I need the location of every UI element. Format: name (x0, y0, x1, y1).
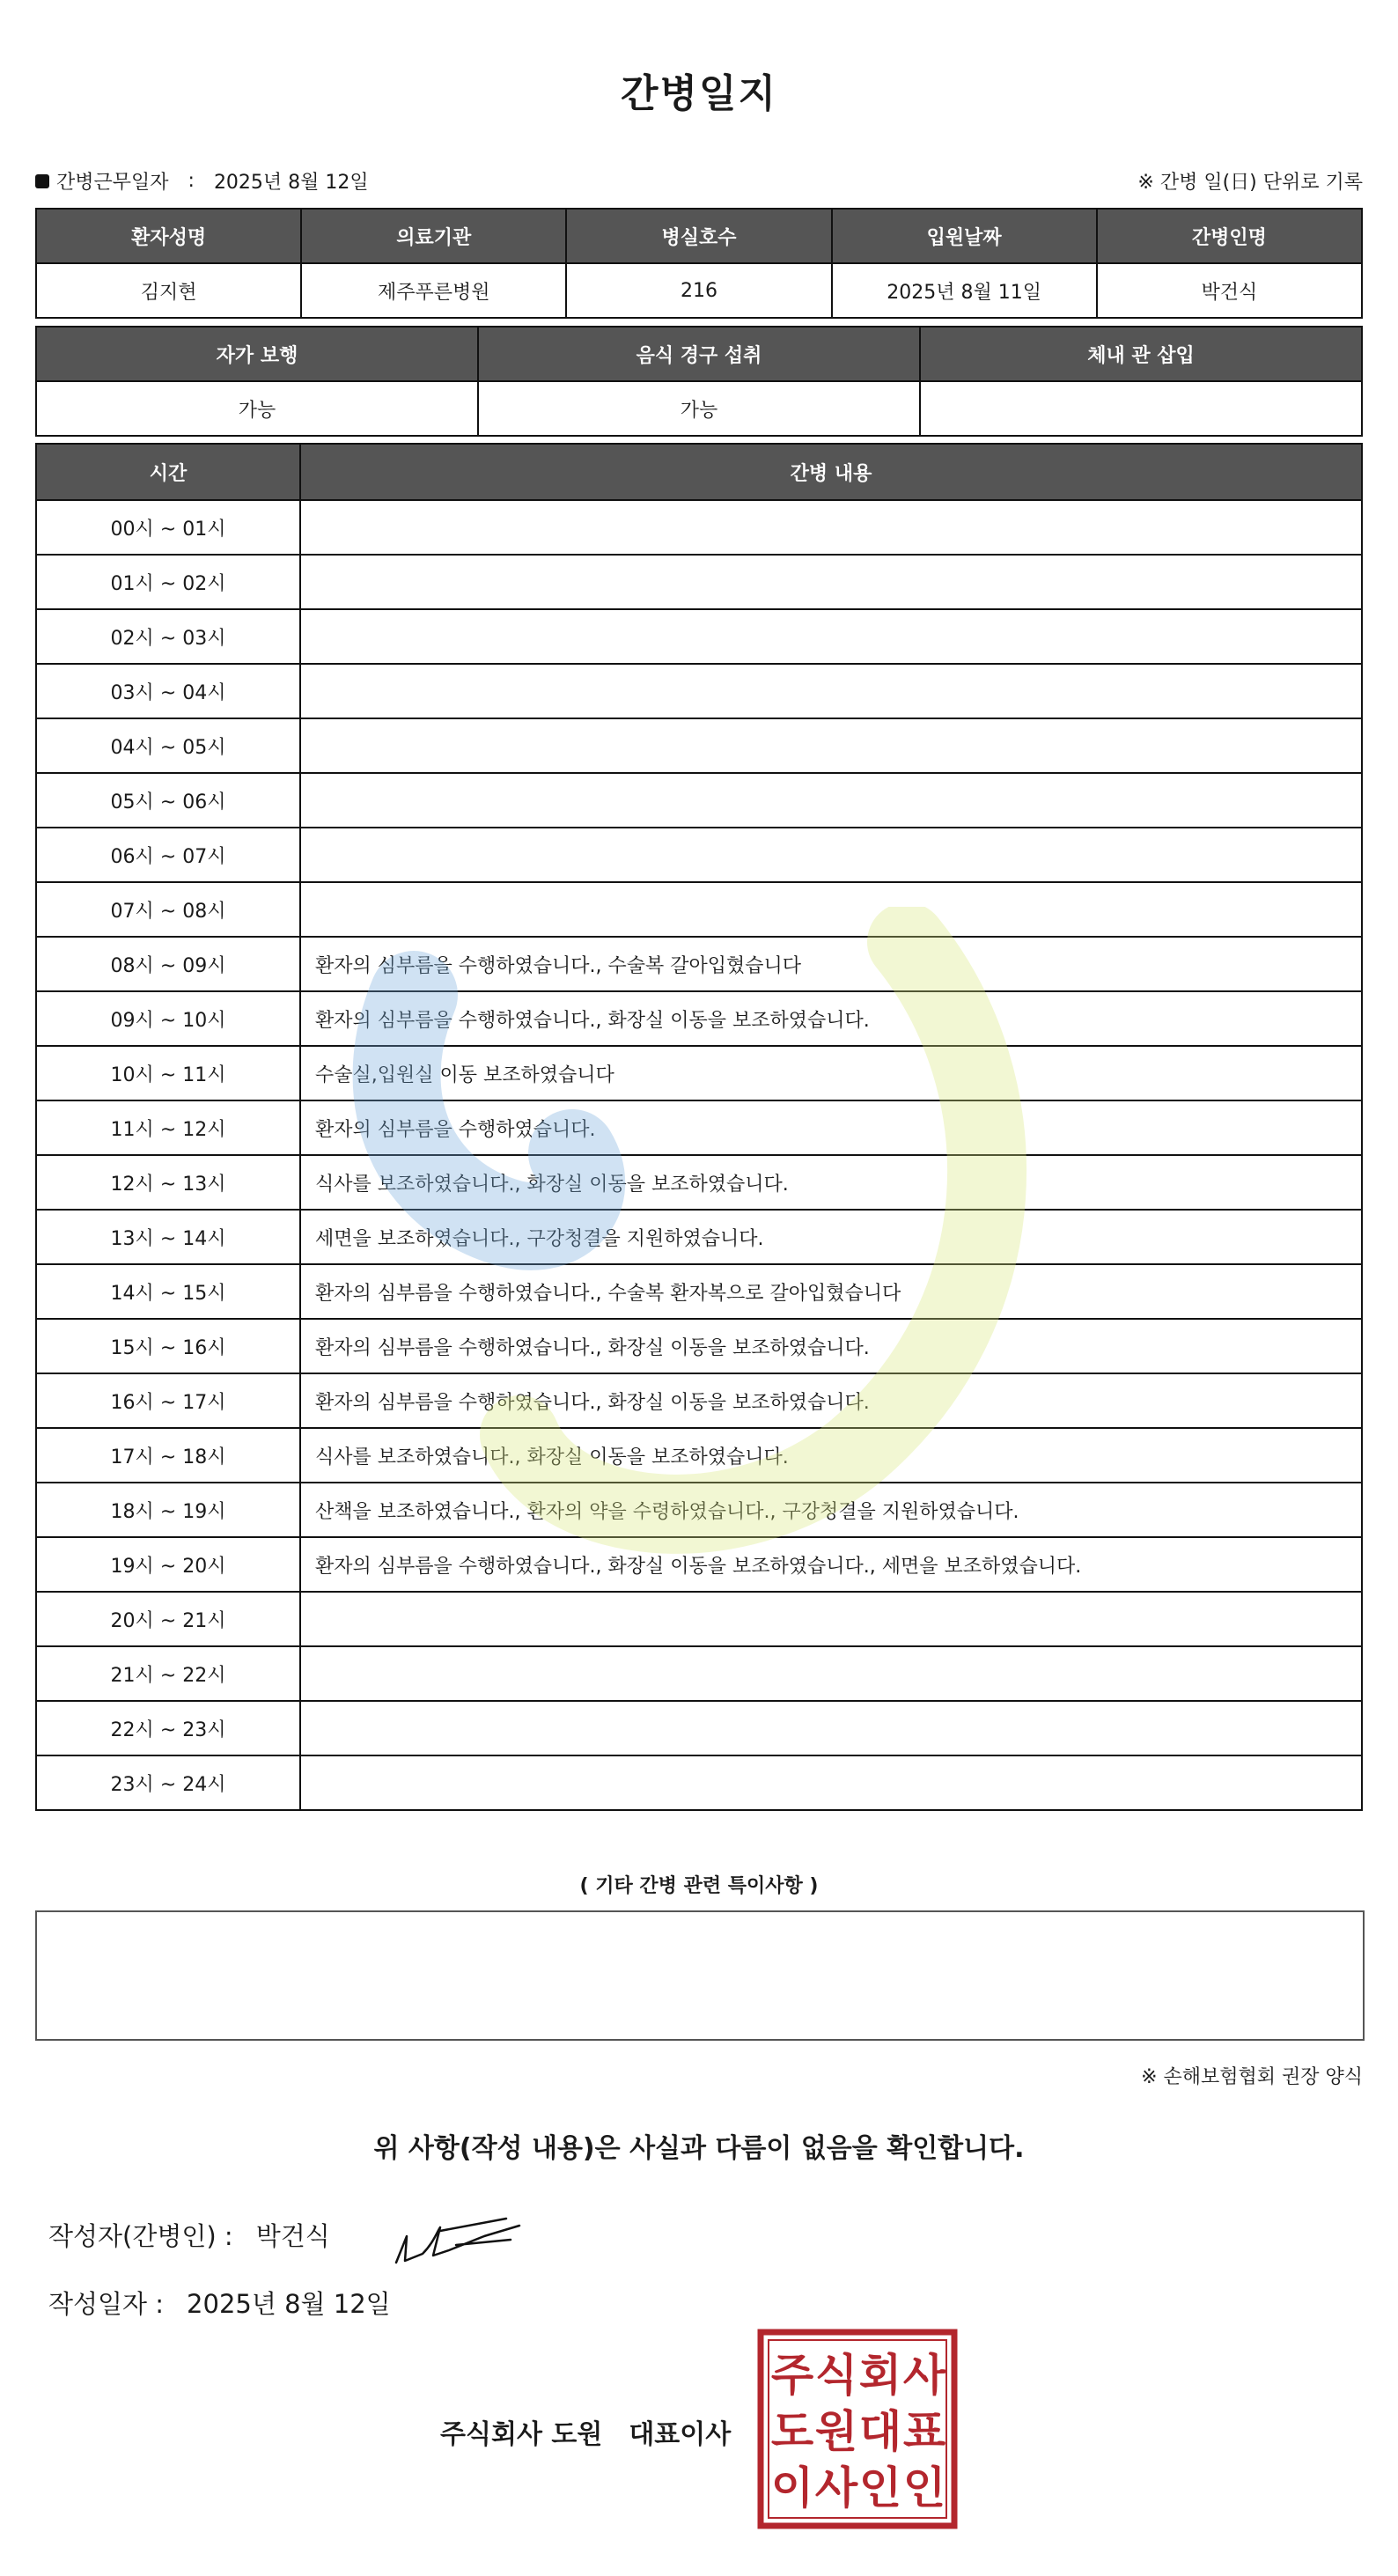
log-time: 18시 ~ 19시 (36, 1483, 300, 1537)
header-tube-insertion: 체내 관 삽입 (920, 327, 1362, 381)
tube-insertion-value (920, 381, 1362, 436)
log-row (36, 1646, 1362, 1701)
log-content: 산책을 보조하였습니다., 환자의 약을 수령하였습니다., 구강청결을 지원하였습니다. (300, 1483, 1362, 1537)
write-date-value: 2025년 8월 12일 (187, 2289, 391, 2319)
care-log-table (35, 443, 1363, 1811)
log-time: 05시 ~ 06시 (36, 773, 300, 828)
log-time: 07시 ~ 08시 (36, 882, 300, 937)
log-content (300, 664, 1362, 718)
log-time: 17시 ~ 18시 (36, 1428, 300, 1483)
signature-icon (379, 2201, 537, 2280)
log-time: 20시 ~ 21시 (36, 1592, 300, 1646)
log-time: 04시 ~ 05시 (36, 718, 300, 773)
log-time: 19시 ~ 20시 (36, 1537, 300, 1592)
log-content (300, 1755, 1362, 1810)
seal-char: 이 (770, 2462, 814, 2513)
log-row (36, 1483, 1362, 1537)
seal-char: 대 (858, 2406, 902, 2457)
page-title: 간병일지 (620, 71, 777, 116)
log-time: 03시 ~ 04시 (36, 664, 300, 718)
log-row (36, 555, 1362, 609)
log-content (300, 882, 1362, 937)
log-content (300, 555, 1362, 609)
log-content: 환자의 심부름을 수행하였습니다., 수술복 환자복으로 갈아입혔습니다 (300, 1264, 1362, 1319)
log-time: 00시 ~ 01시 (36, 500, 300, 555)
log-content (300, 609, 1362, 664)
header-room: 병실호수 (566, 209, 831, 263)
log-row (36, 609, 1362, 664)
log-row (36, 718, 1362, 773)
header-hospital: 의료기관 (301, 209, 566, 263)
log-row (36, 664, 1362, 718)
seal-char: 원 (814, 2406, 858, 2457)
company-role: 대표이사 (629, 2419, 732, 2450)
log-content: 환자의 심부름을 수행하였습니다., 화장실 이동을 보조하였습니다., 세면을 보조하였습니다. (300, 1537, 1362, 1592)
log-content (300, 1592, 1362, 1646)
log-row (36, 828, 1362, 882)
log-row (36, 1210, 1362, 1264)
patient-header-row (36, 209, 1362, 263)
seal-char: 식 (814, 2350, 858, 2401)
seal-char: 인 (902, 2462, 946, 2513)
patient-info-table (35, 208, 1363, 319)
caregiver-name: 박건식 (1097, 263, 1362, 318)
log-row (36, 991, 1362, 1046)
room-number: 216 (566, 263, 831, 318)
log-content: 환자의 심부름을 수행하였습니다., 화장실 이동을 보조하였습니다. (300, 991, 1362, 1046)
header-self-walking: 자가 보행 (36, 327, 478, 381)
seal-char: 도 (770, 2406, 814, 2457)
log-content: 환자의 심부름을 수행하였습니다., 화장실 이동을 보조하였습니다. (300, 1319, 1362, 1373)
admit-date: 2025년 8월 11일 (832, 263, 1097, 318)
ability-header-row (36, 327, 1362, 381)
log-content: 환자의 심부름을 수행하였습니다., 수술복 갈아입혔습니다 (300, 937, 1362, 991)
log-content: 식사를 보조하였습니다., 화장실 이동을 보조하였습니다. (300, 1428, 1362, 1483)
seal-char: 사 (814, 2462, 858, 2513)
log-content: 식사를 보조하였습니다., 화장실 이동을 보조하였습니다. (300, 1155, 1362, 1210)
bullet-square-icon (35, 174, 49, 188)
write-date-line (48, 2285, 391, 2321)
log-row (36, 1373, 1362, 1428)
company-name: 주식회사 도원 (440, 2419, 603, 2450)
header-time: 시간 (36, 444, 300, 500)
work-date-value: 2025년 8월 12일 (213, 172, 369, 194)
log-time: 09시 ~ 10시 (36, 991, 300, 1046)
header-oral-intake: 음식 경구 섭취 (478, 327, 920, 381)
seal-char: 인 (858, 2462, 902, 2513)
header-caregiver: 간병인명 (1097, 209, 1362, 263)
log-time: 21시 ~ 22시 (36, 1646, 300, 1701)
patient-value-row (36, 263, 1362, 318)
log-row (36, 1319, 1362, 1373)
log-time: 08시 ~ 09시 (36, 937, 300, 991)
log-time: 12시 ~ 13시 (36, 1155, 300, 1210)
log-content (300, 828, 1362, 882)
log-row (36, 882, 1362, 937)
company-line (440, 2412, 731, 2451)
log-row (36, 1100, 1362, 1155)
log-row (36, 1046, 1362, 1100)
log-row (36, 1537, 1362, 1592)
log-time: 15시 ~ 16시 (36, 1319, 300, 1373)
seal-char: 사 (902, 2350, 946, 2401)
header-patient-name: 환자성명 (36, 209, 301, 263)
work-date-label: 간병근무일자 (56, 172, 169, 194)
company-seal-icon (757, 2329, 958, 2529)
notes-box (35, 1910, 1365, 2041)
ability-table (35, 326, 1363, 437)
log-row (36, 773, 1362, 828)
notes-caption: ( 기타 간병 관련 특이사항 ) (579, 1875, 819, 1897)
log-row (36, 500, 1362, 555)
seal-char: 주 (770, 2350, 814, 2401)
ability-value-row (36, 381, 1362, 436)
work-date-line (35, 167, 369, 195)
write-date-label: 작성일자 : (48, 2289, 165, 2319)
log-row (36, 1264, 1362, 1319)
log-content (300, 718, 1362, 773)
log-row (36, 1592, 1362, 1646)
confirm-statement: 위 사항(작성 내용)은 사실과 다름이 없음을 확인합니다. (373, 2133, 1025, 2164)
writer-name: 박건식 (255, 2221, 330, 2251)
log-time: 02시 ~ 03시 (36, 609, 300, 664)
log-time: 22시 ~ 23시 (36, 1701, 300, 1755)
log-content (300, 500, 1362, 555)
log-time: 23시 ~ 24시 (36, 1755, 300, 1810)
self-walking-value: 가능 (36, 381, 478, 436)
log-header-row (36, 444, 1362, 500)
seal-char: 표 (902, 2406, 946, 2457)
work-date-colon: : (188, 170, 195, 192)
writer-label: 작성자(간병인) : (48, 2221, 233, 2251)
log-body (36, 500, 1362, 1810)
recommend-note: ※ 손해보험협회 권장 양식 (1141, 2066, 1363, 2088)
log-time: 14시 ~ 15시 (36, 1264, 300, 1319)
log-time: 11시 ~ 12시 (36, 1100, 300, 1155)
log-content: 환자의 심부름을 수행하였습니다. (300, 1100, 1362, 1155)
seal-char: 회 (858, 2350, 902, 2401)
log-time: 01시 ~ 02시 (36, 555, 300, 609)
log-row (36, 1155, 1362, 1210)
log-content: 세면을 보조하였습니다., 구강청결을 지원하였습니다. (300, 1210, 1362, 1264)
header-care-content: 간병 내용 (300, 444, 1362, 500)
log-row (36, 1701, 1362, 1755)
log-time: 13시 ~ 14시 (36, 1210, 300, 1264)
log-content (300, 1646, 1362, 1701)
log-row (36, 1428, 1362, 1483)
hospital-name: 제주푸른병원 (301, 263, 566, 318)
log-content: 환자의 심부름을 수행하였습니다., 화장실 이동을 보조하였습니다. (300, 1373, 1362, 1428)
log-row (36, 937, 1362, 991)
oral-intake-value: 가능 (478, 381, 920, 436)
log-content: 수술실,입원실 이동 보조하였습니다 (300, 1046, 1362, 1100)
log-content (300, 773, 1362, 828)
header-admit-date: 입원날짜 (832, 209, 1097, 263)
log-content (300, 1701, 1362, 1755)
log-time: 10시 ~ 11시 (36, 1046, 300, 1100)
patient-name: 김지현 (36, 263, 301, 318)
log-row (36, 1755, 1362, 1810)
writer-line (48, 2217, 330, 2253)
log-time: 16시 ~ 17시 (36, 1373, 300, 1428)
unit-note: ※ 간병 일(日) 단위로 기록 (1137, 172, 1363, 194)
log-time: 06시 ~ 07시 (36, 828, 300, 882)
